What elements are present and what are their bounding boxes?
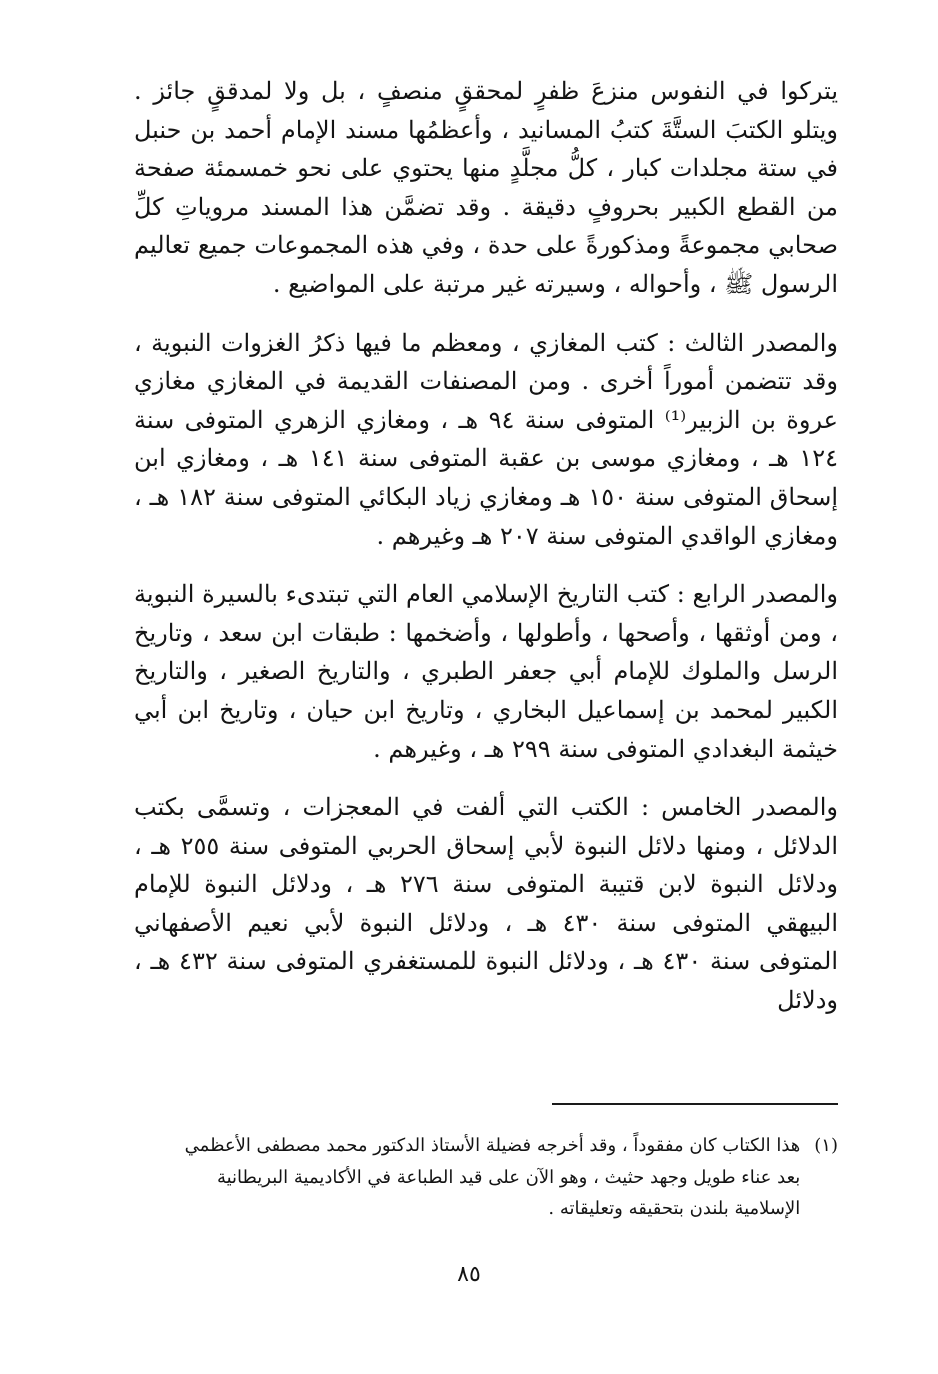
footnotes xyxy=(134,1130,838,1225)
footnote-line-1: هذا الكتاب كان مفقوداً ، وقد أخرجه فضيلة الأستاذ الدكتور محمد مصطفى الأعظمي xyxy=(184,1135,801,1156)
footnote-line-2: بعد عناء طويل وجهد حثيث ، وهو الآن على قيد الطباعة في الأكاديمية البريطانية xyxy=(216,1166,801,1188)
paragraph-3: والمصدر الرابع : كتب التاريخ الإسلامي العام التي تبتدىء بالسيرة النبوية ، ومن أوثقها ، وأصحها ، وأطولها ، وأضخمها : طبقات ابن سعد ، وتاريخ الرسل والملوك للإمام أبي جعفر الطبري ، والتاريخ الصغير ، والتاريخ الكبير لمحمد بن إسماعيل البخاري ، وتاريخ ابن حيان ، وتاريخ ابن أبي خيثمة البغدادي المتوفى سنة ٢٩٩ هـ ، وغيرهم . xyxy=(134,580,838,763)
footnote-text xyxy=(134,1130,800,1225)
paragraph-4: والمصدر الخامس : الكتب التي ألفت في المعجزات ، وتسمَّى بكتب الدلائل ، ومنها دلائل النبوة لأبي إسحاق الحربي المتوفى سنة ٢٥٥ هـ ، ودلائل النبوة لابن قتيبة المتوفى سنة ٢٧٦ هـ ، ودلائل النبوة للإمام البيهقي المتوفى سنة ٤٣٠ هـ ، ودلائل النبوة لأبي نعيم الأصفهاني المتوفى سنة ٤٣٠ هـ ، ودلائل النبوة للمستغفري المتوفى سنة ٤٣٢ هـ ، ودلائل xyxy=(134,793,839,1015)
page-number: ٨٥ xyxy=(457,1262,481,1287)
paragraph-1: يتركوا في النفوس منزعَ ظفرٍ لمحققٍ منصفٍ ، بل ولا لمدققٍ جائز . ويتلو الكتبَ الستَّةَ كتبُ المسانيد ، وأعظمُها مسند الإمام أحمد بن حنبل في ستة مجلدات كبار ، كلُّ مجلَّدٍ منها يحتوي على نحو خمسمئة صفحة من القطع الكبير بحروفٍ دقيقة . وقد تضمَّن هذا المسند مروياتِ كلِّ صحابي مجموعةً ومذكورةً على حدة ، وفي هذه المجموعات جميع تعاليم الرسول ﷺ ، وأحواله ، وسيرته غير مرتبة على المواضيع . xyxy=(134,77,838,298)
main-text xyxy=(134,72,838,1040)
paragraph-2: والمصدر الثالث : كتب المغازي ، ومعظم ما فيها ذكرُ الغزوات النبوية ، وقد تتضمن أموراً أخرى . ومن المصنفات القديمة في المغازي مغازي عروة بن الزبير⁽¹⁾ المتوفى سنة ٩٤ هـ ، ومغازي الزهري المتوفى سنة ١٢٤ هـ ، ومغازي موسى بن عقبة المتوفى سنة ١٤١ هـ ، ومغازي ابن إسحاق المتوفى سنة ١٥٠ هـ ومغازي زياد البكائي المتوفى سنة ١٨٢ هـ ، ومغازي الواقدي المتوفى سنة ٢٠٧ هـ وغيرهم . xyxy=(134,328,839,550)
footnote-number: (١) xyxy=(814,1135,838,1156)
footnote-divider xyxy=(552,1103,838,1105)
footnote-line-3: الإسلامية بلندن بتحقيقه وتعليقاته . xyxy=(548,1198,801,1219)
footnote-1 xyxy=(134,1130,838,1225)
